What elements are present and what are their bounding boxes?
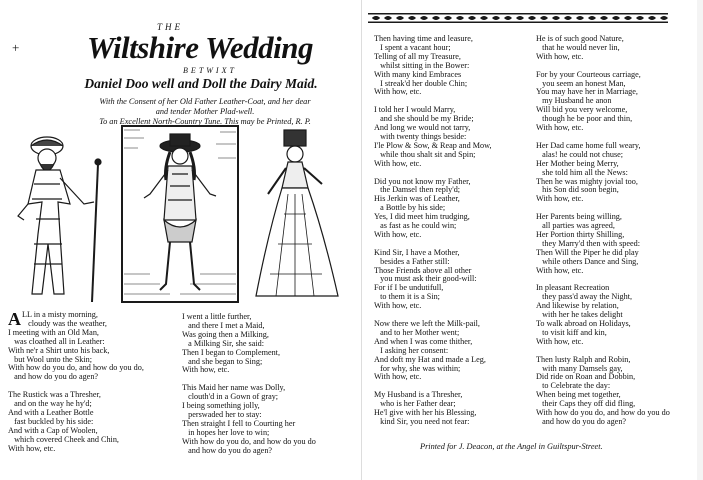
right-page <box>362 0 703 480</box>
title-betwixt: BETWIXT <box>183 66 237 75</box>
ballad-subtitle: Daniel Doo well and Doll the Dairy Maid. <box>84 76 318 91</box>
verse-column-4: He is of such good Nature, that he would never lin, With how, etc. For by your Courteous carriage, you seem an honest Man, You may have her in Marriage, my Husband he anon Will bid you very welcome, though he be poor and thin, With how, etc. Her Dad came home full weary, alas! he could not chuse; Her Mother being Merry, she told him all the News: Then he was mighty jovial too, his Son did soon begin, With how, etc. Her Parents being willing, all parties was agreed, Her Portion thirty Shilling, they Marry'd then with speed: Then Will the Piper he did play while others Dance and Sing, With how, etc. In pleasant Recreation they pass'd away the Night, And likewise by relation, with her he takes delight To walk abroad on Holidays, to visit kiff and kin, With how, etc. Then lusty Ralph and Robin, with many Damsels gay, Did ride on Roan and Dobbin, to Celebrate the day: When being met together, their Caps they off did fling, With how do you do, and how do you do and how do you do agen? <box>536 34 670 426</box>
drop-cap: A <box>8 309 21 329</box>
title-the: THE <box>156 22 183 32</box>
verse-column-3: Then having time and leasure, I spent a vacant hour; Telling of all my Treasure, whilst sitting in the Bower: With many kind Embraces I streak'd her double Chin; With how, etc. I told her I would Marry, and she should be my Bride; And long we would not tarry, with twenty things beside: I'le Plow & Sow, & Reap and Mow, while thou shalt sit and Spin; With how, etc. Did you not know my Father, the Damsel then reply'd; His Jerkin was of Leather, a Bottle by his side; Yes, I did meet him trudging, as fast as he could win; With how, etc. Kind Sir, I have a Mother, besides a Father still: Those Friends above all other you must ask their good-will: For if I be undutifull, to them it is a Sin; With how, etc. Now there we left the Milk-pail, and to her Mother went; And when I was come thither, I asking her consent: And doft my Hat and made a Leg, for why, she was within; With how, etc. My Husband is a Thresher, who is her Father dear; He'l give with her his Blessing, kind Sir, you need not fear: <box>374 34 492 426</box>
woodcut-lady <box>248 124 348 304</box>
printer-imprint: Printed for J. Deacon, at the Angel in Guiltspur-Street. <box>420 442 603 451</box>
consent-text <box>48 97 362 117</box>
consent-line-1: With the Consent of her Old Father Leather-Coat, and her dear <box>99 97 311 106</box>
verse-column-1 <box>8 311 180 454</box>
registration-mark: + <box>12 40 20 55</box>
woodcut-young-man <box>120 124 240 304</box>
consent-line-2: and tender Mother Plad-well. <box>155 107 255 116</box>
woodcut-old-man <box>14 124 124 304</box>
ornament-border <box>368 12 668 24</box>
verse-column-2: I went a little further, and there I met a Maid, Was going then a Milking, a Milking Sir, she said: Then I began to Complement, and she began to Sing; With how, etc. This Maid her name was Dolly, clouth'd in a Gown of gray; I being something jolly, perswaded her to stay: Then straight I fell to Courting her in hopes her love to win; With how do you do, and how do you do and how do you do agen? <box>182 312 316 455</box>
ballad-title: Wiltshire Wedding <box>86 30 314 65</box>
verse-text-1: LL in a misty morning, cloudy was the weather, I meeting with an Old Man, was cloathed all in Leather: With ne'r a Shirt unto his back, but Wool unto the Skin; With how do you do, and how do you do, and how do you do agen? The Rustick was a Thresher, and on the way he hy'd; And with a Leather Bottle fast buckled by his side: And with a Cap of Woolen, which covered Cheek and Chin, With how, etc. <box>8 310 144 453</box>
scan-edge <box>697 0 703 480</box>
tune-line: To an Excellent North-Country Tune. This may be Printed, R. P. <box>99 117 311 126</box>
